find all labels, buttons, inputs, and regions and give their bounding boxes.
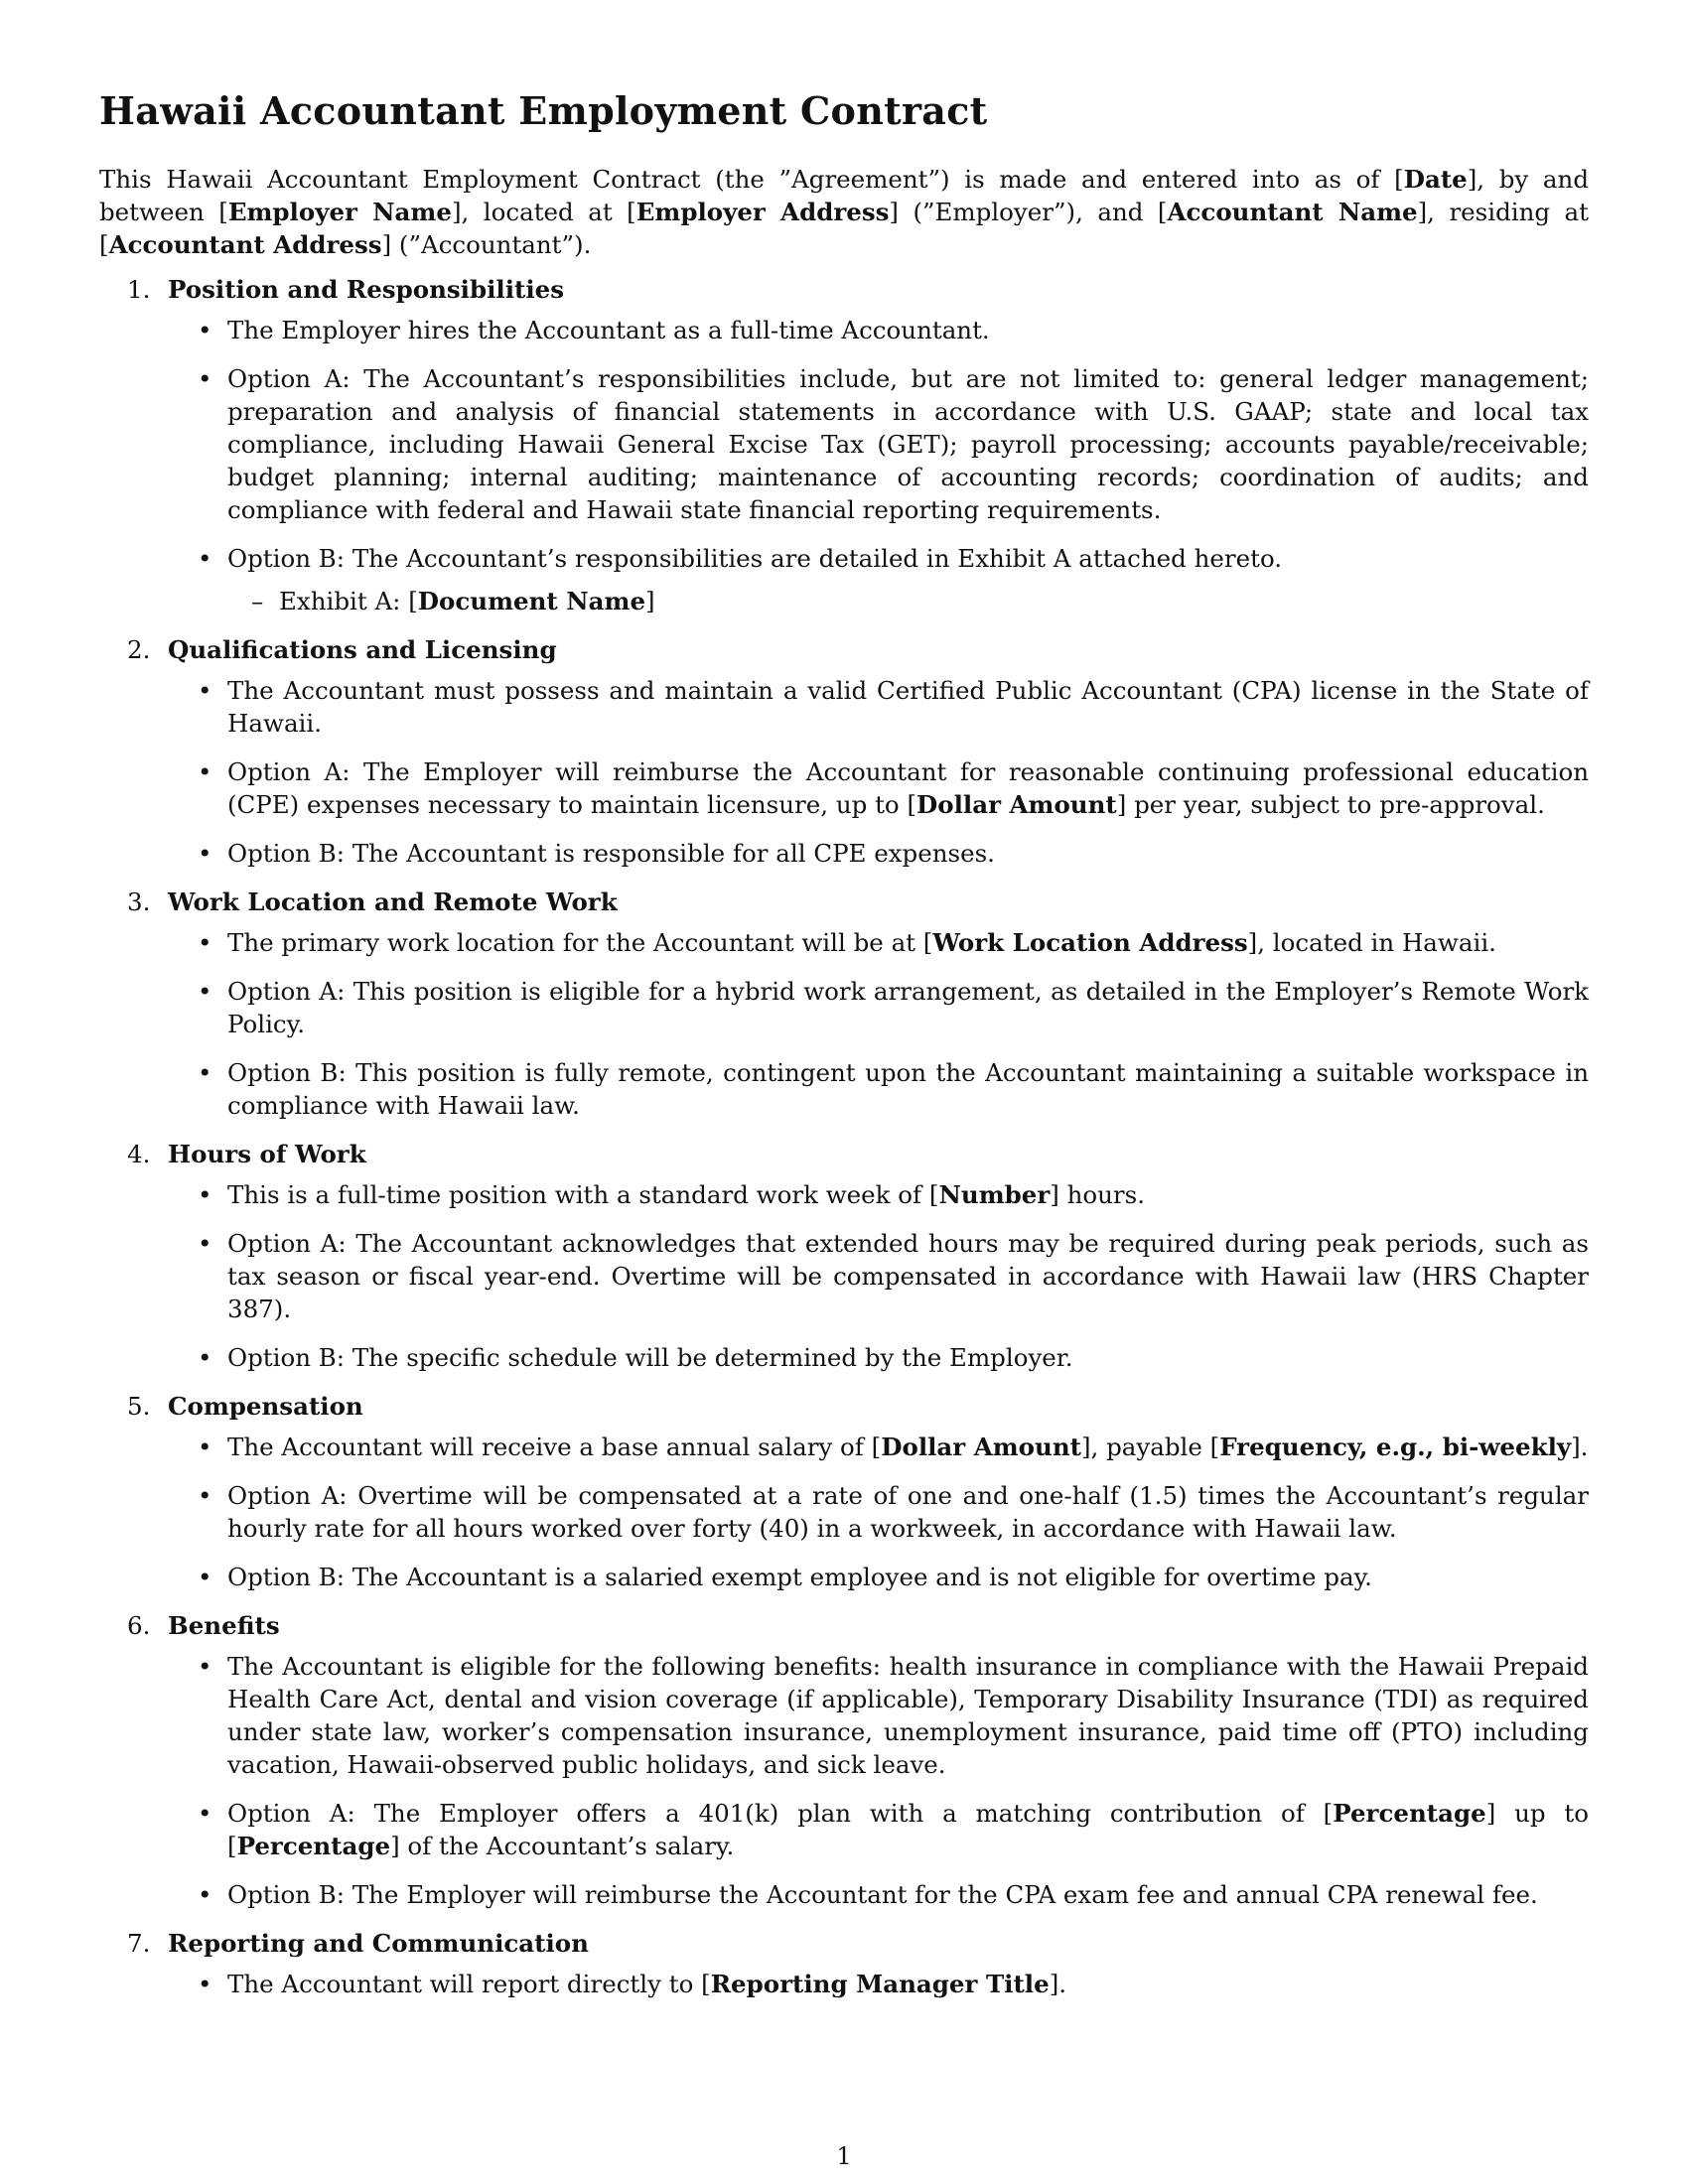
list-item: • This is a full-time position with a standard work week of [Number] hours. (168, 1178, 1589, 1211)
placeholder-percentage: Percentage (1333, 1799, 1486, 1828)
list-item: • Option B: The Accountant’s responsibilities are detailed in Exhibit A attached hereto. – Exhibit A: [Document Name] (168, 542, 1589, 617)
intro-text: ] (”Employer”), and [ (889, 198, 1168, 226)
list-item: • Option B: The Accountant is responsible for all CPE expenses. (168, 837, 1589, 870)
placeholder-date: Date (1403, 165, 1468, 194)
list-item: • Option A: The Accountant’s responsibilities include, but are not limited to: general ledger management; preparation and analysis of financial statements in accordance with U.S. GAAP; state and local tax compliance, including Hawaii General Excise Tax (GET); payroll processing; accounts payable/receivable; budget planning; internal auditing; maintenance of accounting records; coordination of audits; and compliance with federal and Hawaii state financial reporting requirements. (168, 362, 1589, 526)
list-item: • Option B: The Employer will reimburse the Accountant for the CPA exam fee and annual CPA renewal fee. (168, 1878, 1589, 1911)
sub-list (227, 585, 1589, 617)
section-title: Qualifications and Licensing (168, 635, 557, 664)
intro-text: ], located at [ (451, 198, 636, 226)
section-items (168, 1431, 1589, 1593)
list-item: • Option A: Overtime will be compensated at a rate of one and one-half (1.5) times the Accountant’s regular hourly rate for all hours worked over forty (40) in a workweek, in accordance with Hawaii law. (168, 1479, 1589, 1545)
intro-text: ], residing at [ (99, 198, 1589, 259)
list-item: • The Accountant must possess and maintain a valid Certified Public Accountant (CPA) license in the State of Hawaii. (168, 674, 1589, 740)
placeholder-percentage: Percentage (236, 1832, 391, 1860)
section-items (168, 1650, 1589, 1911)
placeholder-number: Number (938, 1180, 1051, 1209)
section (99, 1390, 1589, 1593)
placeholder-dollar-amount: Dollar Amount (881, 1433, 1081, 1461)
section-number: 7. (127, 1929, 151, 1958)
section-items (168, 1968, 1589, 2000)
section-number: 5. (127, 1392, 151, 1421)
list-item: • Option B: The Accountant is a salaried exempt employee and is not eligible for overtime pay. (168, 1561, 1589, 1593)
placeholder-dollar-amount: Dollar Amount (916, 790, 1117, 819)
placeholder-work-location: Work Location Address (932, 928, 1248, 957)
list-item: • Option B: This position is fully remote, contingent upon the Accountant maintaining a suitable workspace in compliance with Hawaii law. (168, 1056, 1589, 1122)
section (99, 1927, 1589, 2000)
placeholder-document-name: Document Name (417, 587, 646, 615)
section-title: Position and Responsibilities (168, 275, 565, 304)
list-item: • Option B: The specific schedule will be determined by the Employer. (168, 1341, 1589, 1374)
section-title: Reporting and Communication (168, 1929, 589, 1958)
section (99, 1609, 1589, 1911)
section-number: 1. (127, 275, 151, 304)
section-items (168, 674, 1589, 870)
section-number: 2. (127, 635, 151, 664)
intro-text: ], by and between [ (99, 165, 1590, 226)
section-number: 4. (127, 1140, 151, 1168)
section-title: Work Location and Remote Work (168, 887, 618, 916)
section-title: Compensation (168, 1392, 363, 1421)
intro-paragraph (99, 163, 1589, 261)
document-page (99, 87, 1589, 2016)
list-item: • The Employer hires the Accountant as a full-time Accountant. (168, 314, 1589, 346)
placeholder-employer-address: Employer Address (635, 198, 890, 226)
section-number: 6. (127, 1611, 151, 1640)
placeholder-accountant-name: Accountant Name (1167, 198, 1418, 226)
section-number: 3. (127, 887, 151, 916)
section (99, 273, 1589, 617)
placeholder-reporting-manager: Reporting Manager Title (710, 1970, 1050, 1998)
list-item: • The Accountant will report directly to [Reporting Manager Title]. (168, 1968, 1589, 2000)
placeholder-employer-name: Employer Name (227, 198, 452, 226)
document-title: Hawaii Accountant Employment Contract (99, 88, 988, 133)
section (99, 1138, 1589, 1374)
list-item: • Option A: The Employer offers a 401(k) plan with a matching contribution of [Percentage] up to [Percentage] of the Accountant’s salary. (168, 1797, 1589, 1862)
section-title: Benefits (168, 1611, 280, 1640)
sub-list-item: – Exhibit A: [Document Name] (227, 585, 1589, 617)
section-items (168, 1178, 1589, 1374)
section-items (168, 926, 1589, 1122)
section (99, 886, 1589, 1122)
placeholder-frequency: Frequency, e.g., bi-weekly (1219, 1433, 1572, 1461)
list-item: • The Accountant will receive a base annual salary of [Dollar Amount], payable [Frequency, e.g., bi-weekly]. (168, 1431, 1589, 1463)
section-title: Hours of Work (168, 1140, 366, 1168)
placeholder-accountant-address: Accountant Address (108, 230, 382, 259)
list-item: • Option A: The Accountant acknowledges that extended hours may be required during peak periods, such as tax season or fiscal year-end. Overtime will be compensated in accordance with Hawaii law (HRS Chapter 387). (168, 1227, 1589, 1325)
page-number: 1 (836, 2142, 852, 2170)
intro-text: This Hawaii Accountant Employment Contract (the ”Agreement”) is made and entered into as of [ (99, 165, 1404, 194)
section (99, 633, 1589, 870)
list-item: • The Accountant is eligible for the following benefits: health insurance in compliance with the Hawaii Prepaid Health Care Act, dental and vision coverage (if applicable), Temporary Disability Insurance (TDI) as required under state law, worker’s compensation insurance, unemployment insurance, paid time off (PTO) including vacation, Hawaii-observed public holidays, and sick leave. (168, 1650, 1589, 1781)
list-item: • The primary work location for the Accountant will be at [Work Location Address], located in Hawaii. (168, 926, 1589, 959)
list-item: • Option A: This position is eligible for a hybrid work arrangement, as detailed in the Employer’s Remote Work Policy. (168, 975, 1589, 1040)
list-item: • Option A: The Employer will reimburse the Accountant for reasonable continuing professional education (CPE) expenses necessary to maintain licensure, up to [Dollar Amount] per year, subject to pre-approval. (168, 755, 1589, 821)
sections-list (99, 273, 1589, 2000)
intro-text: ] (”Accountant”). (381, 230, 592, 259)
section-items (168, 314, 1589, 617)
